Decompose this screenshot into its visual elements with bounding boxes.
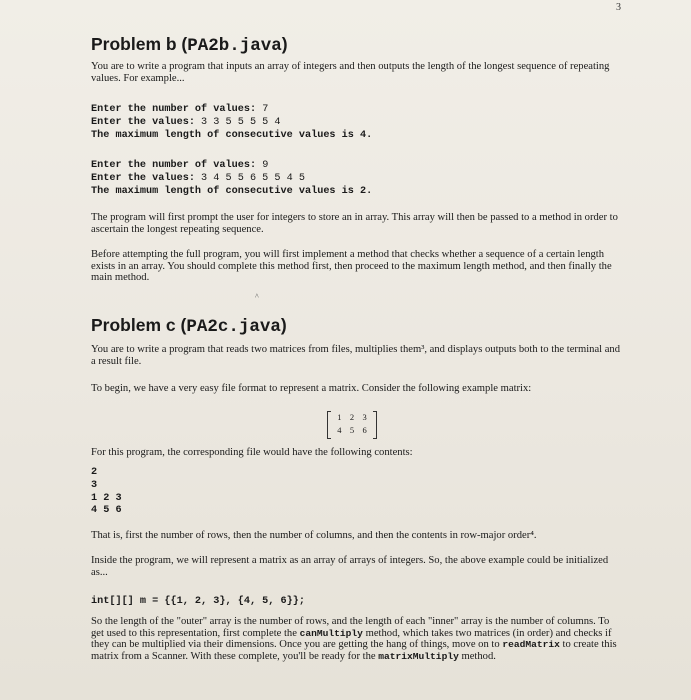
matrixmultiply-code: matrixMultiply <box>378 650 459 662</box>
matrix-cell: 5 <box>349 425 355 435</box>
problem-c-paragraph-5: Inside the program, we will represent a matrix as an array of arrays of integers. So, the above example could be initialized as... <box>91 555 609 578</box>
problem-c-paragraph-6 <box>91 616 621 662</box>
example-2-prompt-values: Enter the values: <box>91 173 202 185</box>
problem-b-title <box>91 34 288 56</box>
problem-c-title-prefix: Problem c ( <box>91 315 187 335</box>
problem-c-title <box>91 315 287 337</box>
problem-c-paragraph-4: That is, first the number of rows, then the number of columns, and then the contents in row-major order⁴. <box>91 530 537 541</box>
problem-c-paragraph-3: For this program, the corresponding file would have the following contents: <box>91 447 413 458</box>
para6-text-c: to create this matrix from a Scanner. With these complete, you'll be ready for the <box>91 639 617 662</box>
example-2-count: 9 <box>262 160 269 171</box>
problem-b-title-prefix: Problem b ( <box>91 34 188 54</box>
example-1-result: The maximum length of consecutive values is 4. <box>91 130 373 142</box>
example-2-prompt-count: Enter the number of values: <box>91 160 263 171</box>
matrix-row-2 <box>328 424 376 437</box>
matrix-cell: 4 <box>337 425 342 435</box>
example-1-prompt-count: Enter the number of values: <box>91 104 263 115</box>
file-line: 1 2 3 <box>91 492 122 504</box>
problem-b-paragraph-3: Before attempting the full program, you will first implement a method that checks whether a sequence of a certain length exists in an array. You should complete this method first, then proceed to the maximum length method, and then finally the main method. <box>91 249 612 283</box>
file-line: 4 5 6 <box>91 505 122 517</box>
problem-c-intro: You are to write a program that reads two matrices from files, multiplies them³, and displays outputs both to the terminal and a result file. <box>91 344 621 367</box>
problem-b-title-suffix: ) <box>281 34 288 54</box>
readmatrix-code: readMatrix <box>502 639 560 650</box>
problem-b-intro: You are to write a program that inputs an array of integers and then outputs the length of the longest sequence of repeating values. For example... <box>91 61 610 84</box>
file-line: 3 <box>91 479 98 491</box>
problem-c-filename: PA2c.java <box>186 317 281 337</box>
example-matrix <box>327 411 377 439</box>
page-number: 3 <box>616 2 621 13</box>
para6-text-b: method, which takes two matrices (in order) and checks if they can be multiplied via their dimensions. Once you are getting the hang of things, move on to <box>91 627 612 650</box>
para6-text-d: method. <box>458 650 496 662</box>
problem-b-filename: PA2b.java <box>187 36 282 56</box>
example-1 <box>91 103 372 143</box>
file-contents <box>91 467 122 518</box>
matrix-cell: 2 <box>349 412 355 422</box>
matrix-cell: 1 <box>337 412 342 422</box>
matrix-cell: 6 <box>362 425 367 435</box>
cursor-caret-icon: ^ <box>255 292 259 301</box>
para6-text-a: So the length of the "outer" array is the number of rows, and the length of each "inner" array is the number of columns. To get used to this representation, first complete the <box>91 616 610 639</box>
matrix-cell: 3 <box>362 412 367 422</box>
code-line: int[][] m = {{1, 2, 3}, {4, 5, 6}}; <box>91 596 305 607</box>
example-1-prompt-values: Enter the values: <box>91 117 202 129</box>
example-2 <box>91 159 372 199</box>
matrix-row-1 <box>328 411 376 424</box>
canmultiply-code: canMultiply <box>299 627 363 639</box>
problem-c-paragraph-2: To begin, we have a very easy file format to represent a matrix. Consider the following example matrix: <box>91 383 532 394</box>
example-1-values: 3 3 5 5 5 5 4 <box>201 117 281 129</box>
file-line: 2 <box>91 467 98 478</box>
problem-b-paragraph-2: The program will first prompt the user for integers to store an in array. This array will then be passed to a method in order to ascertain the longest repeating sequence. <box>91 212 618 235</box>
problem-c-title-suffix: ) <box>280 315 287 335</box>
example-1-count: 7 <box>262 104 269 115</box>
example-2-result: The maximum length of consecutive values is 2. <box>91 186 373 198</box>
example-2-values: 3 4 5 5 6 5 5 4 5 <box>201 173 305 185</box>
